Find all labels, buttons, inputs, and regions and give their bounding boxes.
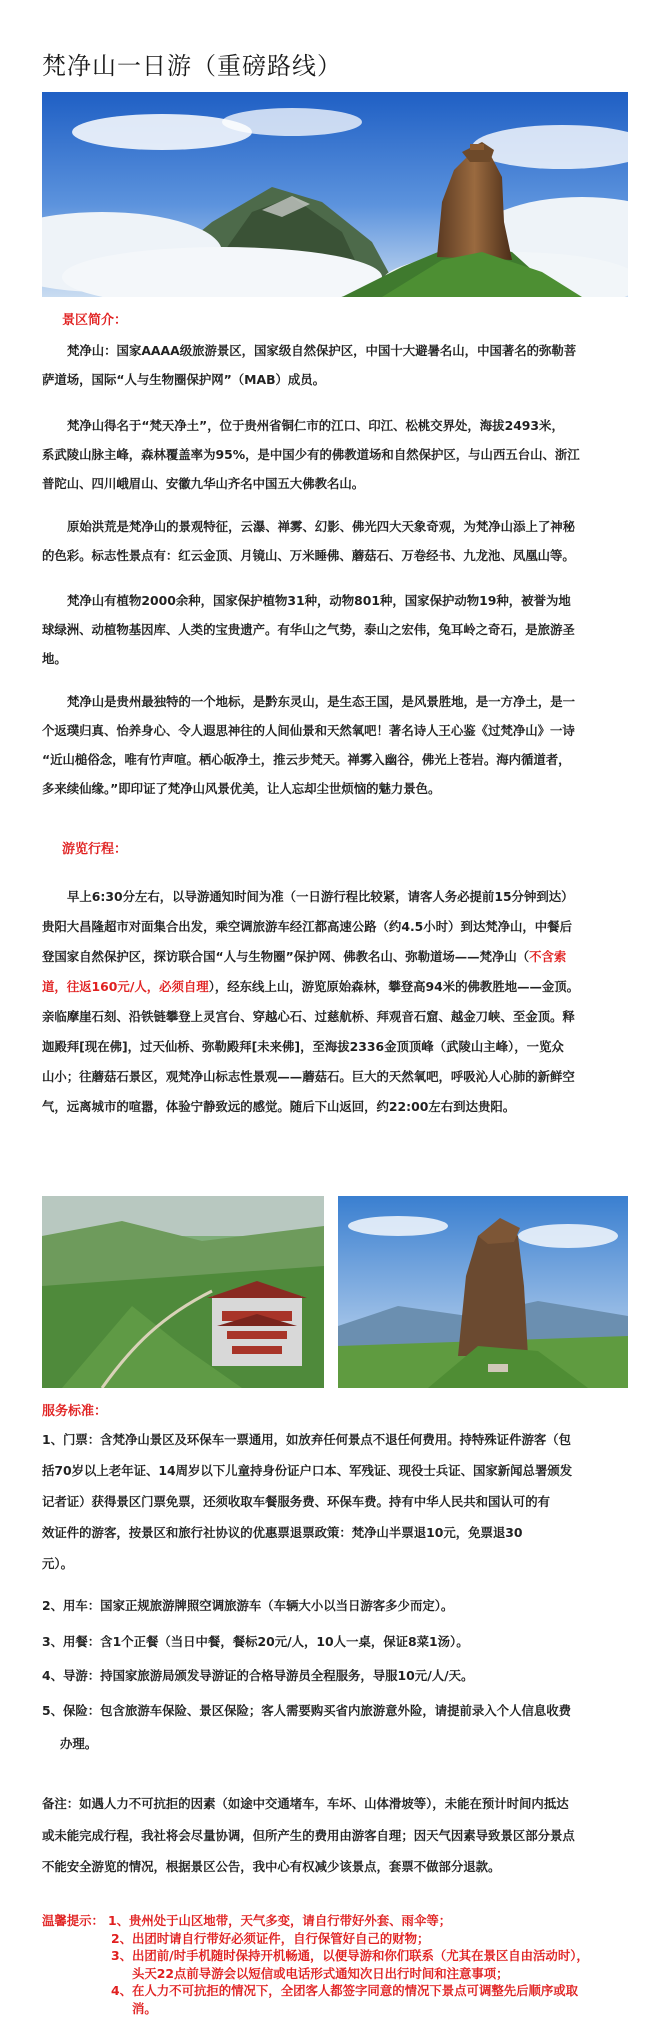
intro-paragraph-5: 梵净山是贵州最独特的一个地标，是黔东灵山，是生态王国，是风景胜地，是一方净土，是一 个返璞归真、怡养身心、令人遐思神往的人间仙景和天然氧吧！著名诗人王心鉴《过梵净山》一诗 “近山槌俗念，唯有竹声喧。栖心皈净土，推云步梵天。禅雾入幽谷，佛光上苍岩。海内循道者， 多来续仙缘。”即印证了梵净山风景优美，让人忘却尘世烦恼的魅力景色。 [42,694,576,796]
peak-image [338,1196,628,1388]
itinerary-paragraph: 早上6:30分左右，以导游通知时间为准（一日游行程比较紧，请客人务必提前15分钟到达） 贵阳大昌隆超市对面集合出发，乘空调旅游车经江都高速公路（约4.5小时）到达梵净山，中餐后 登国家自然保护区，探访联合国“人与生物圈”保护网、佛教名山、弥勒道场——梵净山（不含索 道，往返160元/人，必须自理），经东线上山，游览原始森林，攀登高94米的佛教胜地——金顶。 亲临摩崖石刻、沿铁链攀登上灵宫台、穿越心石、过慈航桥、拜观音石窟、越金刀峡、至金顶。释 迦殿拜[现在佛]，过天仙桥、弥勒殿拜[未来佛]，至海拔2336金顶顶峰（武陵山主峰），一览众 山小；往蘑菇石景区，观梵净山标志性景观——蘑菇石。巨大的天然氧吧，呼吸沁人心肺的新鲜空 气，远离城市的喧嚣，体验宁静致远的感觉。随后下山返回，约22:00左右到达贵阳。 [42,889,580,1114]
hero-photo [42,92,628,297]
intro-paragraph-3: 原始洪荒是梵净山的景观特征，云瀑、禅雾、幻影、佛光四大天象奇观，为梵净山添上了神秘 的色彩。标志性景点有：红云金顶、月镜山、万米睡佛、蘑菇石、万卷经书、九龙池、凤凰山等。 [42,519,576,563]
red-clouds-peak-photo [338,1196,628,1388]
mountain-landscape-image [42,92,628,297]
remark-paragraph: 备注：如遇人力不可抗拒的因素（如途中交通堵车，车坏、山体滑坡等），未能在预计时间内抵达 或未能完成行程，我社将会尽量协调，但所产生的费用由游客自理；因天气因素导致景区部分景点 不能安全游览的情况，根据景区公告，我中心有权减少该景点，套票不做部分退款。 [42,1796,575,1874]
intro-paragraph-1: 梵净山：国家AAAA级旅游景区，国家级自然保护区，中国十大避暑名山，中国著名的弥勒菩 萨道场，国际“人与生物圈保护网”（MAB）成员。 [42,343,577,387]
page-title: 梵净山一日游（重磅路线） [42,52,342,80]
intro-paragraph-4: 梵净山有植物2000余种，国家保护植物31种，动物801种，国家保护动物19种，被誉为地 球绿洲、动植物基因库、人类的宝贵遗产。有华山之气势，泰山之宏伟，兔耳岭之奇石，是旅游圣 地。 [42,593,575,666]
intro-paragraph-2: 梵净山得名于“梵天净土”，位于贵州省铜仁市的江口、印江、松桃交界处，海拔2493米， 系武陵山脉主峰，森林覆盖率为95%，是中国少有的佛教道场和自然保护区，与山西五台山、浙江 普陀山、四川峨眉山、安徽九华山齐名中国五大佛教名山。 [42,418,580,491]
service-item-insurance: 5、保险：包含旅游车保险、景区保险；客人需要购买省内旅游意外险，请提前录入个人信息收费 办理。 [42,1703,572,1751]
warm-tips-label: 温馨提示： [42,1913,104,1928]
itinerary-title: 游览行程： [62,842,128,857]
warm-tips: 温馨提示： 1、贵州处于山区地带，天气多变，请自行带好外套、雨伞等； 2、出团时请自行带好必须证件，自行保管好自己的财物； 3、出团前/时手机随时保持开机畅通，以便导游和你们联系（尤其在景区自由活动时）， 头天22点前导游会以短信或电话形式通知次日出行时间和注意事项； 4、在人力不可抗拒的情况下，全团客人都签字同意的情况下景点可调整先后顺序或取 消。 [42,1913,589,2016]
temple-ridge-image [42,1196,324,1388]
service-item-tickets: 1、门票：含梵净山景区及环保车一票通用，如放弃任何景点不退任何费用。持特殊证件游客（包 括70岁以上老年证、14周岁以下儿童持身份证户口本、军残证、现役士兵证、国家新闻总署颁发 记者证）获得景区门票免票，还须收取车餐服务费、环保车费。持有中华人民共和国认可的有 效证件的游客，按景区和旅行社协议的优惠票退票政策：梵净山半票退10元，免票退30 元）。 [42,1432,573,1571]
service-item-guide: 4、导游：持国家旅游局颁发导游证的合格导游员全程服务，导服10元/人/天。 [42,1668,474,1683]
service-item-vehicle: 2、用车：国家正规旅游牌照空调旅游车（车辆大小以当日游客多少而定）。 [42,1598,454,1613]
service-item-meals: 3、用餐：含1个正餐（当日中餐，餐标20元/人，10人一桌，保证8菜1汤）。 [42,1634,469,1649]
intro-title: 景区简介： [62,313,128,328]
service-title: 服务标准： [42,1404,108,1419]
temple-photo [42,1196,324,1388]
